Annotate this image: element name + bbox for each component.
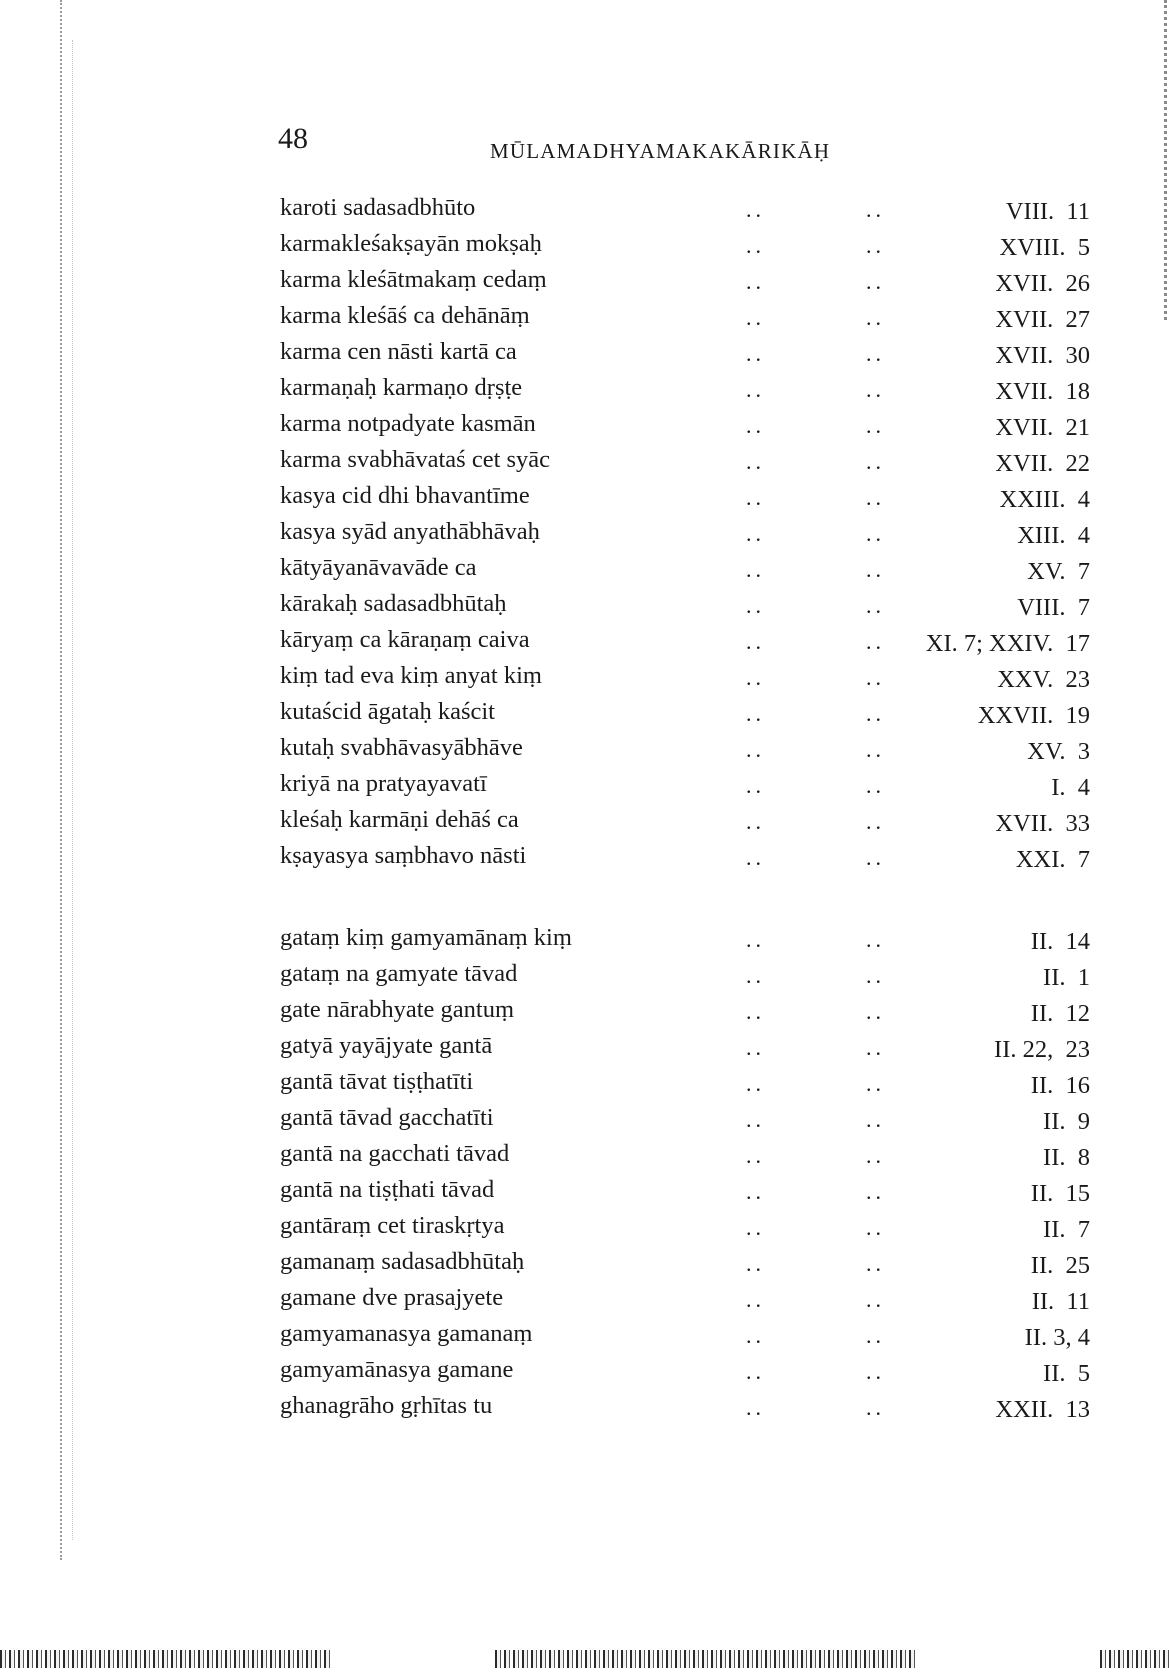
chapter-verse-reference: XVII. 21 — [995, 414, 1090, 441]
leader-dots: .. — [866, 1287, 885, 1312]
index-entry — [280, 1316, 1090, 1352]
running-title: MŪLAMADHYAMAKAKĀRIKĀḤ — [490, 139, 831, 163]
verse-incipit: kleśaḥ karmāṇi dehāś ca — [280, 806, 519, 833]
verse-incipit: karma notpadyate kasmān — [280, 410, 536, 437]
leader-dots: .. — [866, 701, 885, 726]
chapter-verse-reference: II. 3, 4 — [1024, 1324, 1090, 1351]
leader-dots: .. — [746, 1071, 765, 1096]
verse-incipit: gantā na tiṣṭhati tāvad — [280, 1176, 495, 1203]
leader-dots: .. — [746, 1107, 765, 1132]
chapter-verse-reference: XXII. 13 — [995, 1396, 1090, 1423]
verse-incipit: karoti sadasadbhūto — [280, 194, 476, 221]
verse-incipit: karmaṇaḥ karmaṇo dṛṣṭe — [280, 374, 523, 401]
index-entry — [280, 586, 1090, 622]
chapter-verse-reference: II. 15 — [1030, 1180, 1090, 1207]
verse-incipit: kasya syād anyathābhāvaḥ — [280, 518, 540, 545]
index-entry — [280, 992, 1090, 1028]
chapter-verse-reference: XXV. 23 — [997, 666, 1090, 693]
leader-dots: .. — [866, 1071, 885, 1096]
index-entry — [280, 334, 1090, 370]
index-entry — [280, 766, 1090, 802]
verse-incipit: karma svabhāvataś cet syāc — [280, 446, 551, 473]
chapter-verse-reference: XI. 7; XXIV. 17 — [925, 630, 1090, 657]
leader-dots: .. — [746, 593, 765, 618]
verse-incipit: ghanagrāho gṛhītas tu — [280, 1392, 493, 1419]
verse-incipit: karma cen nāsti kartā ca — [280, 338, 517, 365]
scan-strip-left — [0, 1650, 330, 1668]
scan-strip-center — [495, 1650, 915, 1668]
leader-dots: .. — [866, 1179, 885, 1204]
index-entry — [280, 514, 1090, 550]
leader-dots: .. — [746, 845, 765, 870]
leader-dots: .. — [866, 737, 885, 762]
leader-dots: .. — [746, 557, 765, 582]
index-entry — [280, 730, 1090, 766]
verse-incipit: gate nārabhyate gantuṃ — [280, 996, 515, 1023]
leader-dots: .. — [866, 1215, 885, 1240]
leader-dots: .. — [866, 927, 885, 952]
verse-incipit: gatyā yayājyate gantā — [280, 1032, 493, 1059]
verse-incipit: kārakaḥ sadasadbhūtaḥ — [280, 590, 507, 617]
verse-incipit: gantā tāvat tiṣṭhatīti — [280, 1068, 474, 1095]
chapter-verse-reference: XVII. 22 — [995, 450, 1090, 477]
chapter-verse-reference: XXVII. 19 — [977, 702, 1090, 729]
leader-dots: .. — [746, 1251, 765, 1276]
chapter-verse-reference: XVII. 33 — [995, 810, 1090, 837]
leader-dots: .. — [866, 305, 885, 330]
leader-dots: .. — [866, 845, 885, 870]
leader-dots: .. — [866, 1323, 885, 1348]
verse-incipit: gamyamanasya gamanaṃ — [280, 1320, 533, 1347]
verse-incipit: gantā tāvad gacchatīti — [280, 1104, 494, 1131]
chapter-verse-reference: II. 11 — [1031, 1288, 1090, 1315]
leader-dots: .. — [746, 197, 765, 222]
index-entry — [280, 190, 1090, 226]
index-entry — [280, 262, 1090, 298]
chapter-verse-reference: II. 5 — [1043, 1360, 1090, 1387]
chapter-verse-reference: XXI. 7 — [1015, 846, 1090, 873]
leader-dots: .. — [866, 1395, 885, 1420]
leader-dots: .. — [866, 341, 885, 366]
index-entry — [280, 658, 1090, 694]
leader-dots: .. — [866, 1359, 885, 1384]
leader-dots: .. — [746, 1179, 765, 1204]
leader-dots: .. — [866, 665, 885, 690]
leader-dots: .. — [866, 1107, 885, 1132]
verse-incipit: gamyamānasya gamane — [280, 1356, 514, 1383]
chapter-verse-reference: XXIII. 4 — [999, 486, 1090, 513]
leader-dots: .. — [746, 341, 765, 366]
leader-dots: .. — [866, 449, 885, 474]
chapter-verse-reference: II. 16 — [1030, 1072, 1090, 1099]
leader-dots: .. — [746, 927, 765, 952]
index-entry — [280, 920, 1090, 956]
verse-incipit: kṣayasya saṃbhavo nāsti — [280, 842, 527, 869]
leader-dots: .. — [866, 1143, 885, 1168]
chapter-verse-reference: VIII. 11 — [1005, 198, 1090, 225]
index-entry — [280, 802, 1090, 838]
leader-dots: .. — [746, 1215, 765, 1240]
scan-page-edge-left-inner — [72, 40, 73, 1540]
index-entry — [280, 1064, 1090, 1100]
chapter-verse-reference: II. 9 — [1043, 1108, 1090, 1135]
chapter-verse-reference: XV. 3 — [1027, 738, 1090, 765]
leader-dots: .. — [866, 233, 885, 258]
leader-dots: .. — [746, 963, 765, 988]
verse-incipit: karma kleśātmakaṃ cedaṃ — [280, 266, 547, 293]
chapter-verse-reference: II. 14 — [1030, 928, 1090, 955]
leader-dots: .. — [866, 809, 885, 834]
leader-dots: .. — [866, 485, 885, 510]
index-entry — [280, 1028, 1090, 1064]
chapter-verse-reference: XVIII. 5 — [999, 234, 1090, 261]
chapter-verse-reference: VIII. 7 — [1017, 594, 1090, 621]
verse-incipit: kātyāyanāvavāde ca — [280, 554, 477, 581]
leader-dots: .. — [746, 773, 765, 798]
chapter-verse-reference: XVII. 26 — [995, 270, 1090, 297]
verse-incipit: gantāraṃ cet tiraskṛtya — [280, 1212, 505, 1239]
leader-dots: .. — [746, 737, 765, 762]
index-block-k — [280, 190, 1090, 874]
chapter-verse-reference: XVII. 30 — [995, 342, 1090, 369]
leader-dots: .. — [746, 1395, 765, 1420]
verse-incipit: kiṃ tad eva kiṃ anyat kiṃ — [280, 662, 542, 689]
leader-dots: .. — [746, 377, 765, 402]
index-entry — [280, 622, 1090, 658]
verse-incipit: gamanaṃ sadasadbhūtaḥ — [280, 1248, 525, 1275]
verse-incipit: kriyā na pratyayavatī — [280, 770, 487, 797]
index-entry — [280, 1100, 1090, 1136]
index-entry — [280, 226, 1090, 262]
index-entry — [280, 370, 1090, 406]
index-entry — [280, 956, 1090, 992]
leader-dots: .. — [866, 521, 885, 546]
scan-strip-right — [1100, 1650, 1169, 1668]
verse-incipit: gantā na gacchati tāvad — [280, 1140, 510, 1167]
leader-dots: .. — [746, 485, 765, 510]
leader-dots: .. — [746, 449, 765, 474]
index-entry — [280, 1244, 1090, 1280]
chapter-verse-reference: II. 25 — [1030, 1252, 1090, 1279]
leader-dots: .. — [746, 1323, 765, 1348]
verse-incipit: kutaḥ svabhāvasyābhāve — [280, 734, 523, 761]
index-entry — [280, 478, 1090, 514]
index-entry — [280, 550, 1090, 586]
index-entry — [280, 1208, 1090, 1244]
leader-dots: .. — [746, 413, 765, 438]
index-entry — [280, 838, 1090, 874]
index-entry — [280, 1280, 1090, 1316]
verse-incipit: kasya cid dhi bhavantīme — [280, 482, 530, 509]
chapter-verse-reference: I. 4 — [1051, 774, 1090, 801]
leader-dots: .. — [866, 1251, 885, 1276]
chapter-verse-reference: II. 22, 23 — [994, 1036, 1090, 1063]
index-entry — [280, 1352, 1090, 1388]
chapter-verse-reference: II. 1 — [1043, 964, 1090, 991]
verse-incipit: gataṃ kiṃ gamyamānaṃ kiṃ — [280, 924, 572, 951]
chapter-verse-reference: XVII. 18 — [995, 378, 1090, 405]
verse-incipit: gamane dve prasajyete — [280, 1284, 504, 1311]
index-entry — [280, 442, 1090, 478]
leader-dots: .. — [866, 197, 885, 222]
leader-dots: .. — [746, 233, 765, 258]
scan-page-edge-right — [1164, 0, 1167, 320]
leader-dots: .. — [746, 1287, 765, 1312]
leader-dots: .. — [866, 963, 885, 988]
chapter-verse-reference: XV. 7 — [1027, 558, 1090, 585]
leader-dots: .. — [866, 377, 885, 402]
chapter-verse-reference: II. 8 — [1043, 1144, 1090, 1171]
leader-dots: .. — [746, 629, 765, 654]
chapter-verse-reference: XVII. 27 — [995, 306, 1090, 333]
leader-dots: .. — [866, 269, 885, 294]
index-entry — [280, 1172, 1090, 1208]
leader-dots: .. — [866, 1035, 885, 1060]
index-entry — [280, 1136, 1090, 1172]
leader-dots: .. — [746, 1143, 765, 1168]
page-number: 48 — [278, 122, 308, 155]
leader-dots: .. — [746, 269, 765, 294]
leader-dots: .. — [866, 773, 885, 798]
leader-dots: .. — [746, 305, 765, 330]
scan-page-edge-left — [60, 0, 62, 1560]
leader-dots: .. — [746, 701, 765, 726]
leader-dots: .. — [866, 593, 885, 618]
index-entry — [280, 1388, 1090, 1424]
leader-dots: .. — [746, 999, 765, 1024]
verse-incipit: karma kleśāś ca dehānāṃ — [280, 302, 530, 329]
index-entry — [280, 694, 1090, 730]
leader-dots: .. — [866, 999, 885, 1024]
chapter-verse-reference: II. 7 — [1043, 1216, 1090, 1243]
verse-incipit: kāryaṃ ca kāraṇaṃ caiva — [280, 626, 530, 653]
leader-dots: .. — [746, 665, 765, 690]
leader-dots: .. — [866, 557, 885, 582]
index-block-g — [280, 920, 1090, 1424]
leader-dots: .. — [746, 1035, 765, 1060]
chapter-verse-reference: XIII. 4 — [1017, 522, 1090, 549]
chapter-verse-reference: II. 12 — [1030, 1000, 1090, 1027]
leader-dots: .. — [866, 629, 885, 654]
index-entry — [280, 406, 1090, 442]
verse-incipit: kutaścid āgataḥ kaścit — [280, 698, 495, 725]
leader-dots: .. — [746, 1359, 765, 1384]
verse-incipit: gataṃ na gamyate tāvad — [280, 960, 518, 987]
leader-dots: .. — [866, 413, 885, 438]
leader-dots: .. — [746, 521, 765, 546]
index-entry — [280, 298, 1090, 334]
verse-incipit: karmakleśakṣayān mokṣaḥ — [280, 230, 542, 257]
leader-dots: .. — [746, 809, 765, 834]
